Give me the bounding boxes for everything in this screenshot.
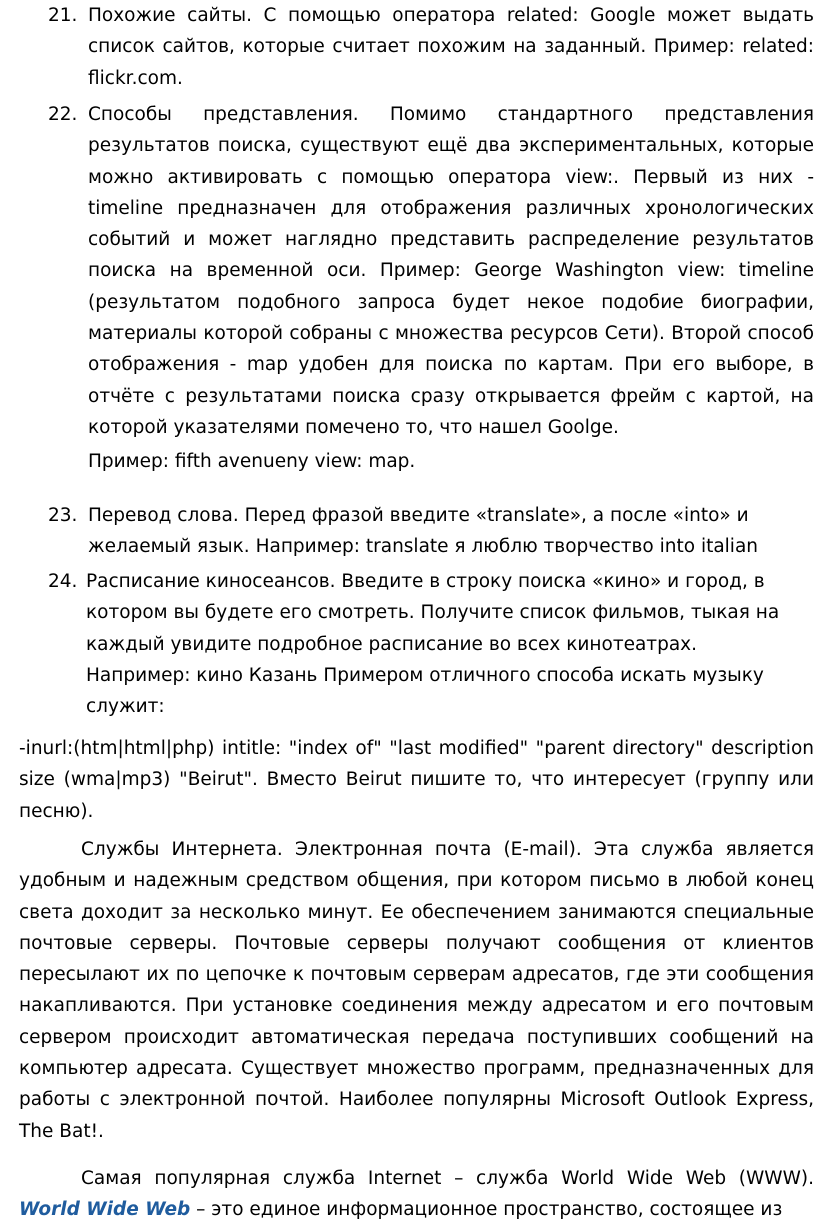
list-item-23 <box>48 500 814 563</box>
list-item-text: Похожие сайты. С помощью оператора related: Google может выдать список сайтов, которые считает похожим на заданный. Пример: related: flickr.com. <box>88 5 814 89</box>
list-item-text: Расписание киносеансов. Введите в строку поиска «кино» и город, в котором вы будете его смотреть. Получите список фильмов, тыкая на каждый увидите подробное расписание во всех кинотеатрах. <box>86 571 780 655</box>
list-number: 21. <box>48 5 78 26</box>
email-paragraph: Службы Интернета. Электронная почта (E-mail). Эта служба является удобным и надежным средством общения, при котором письмо в любой конец света доходит за несколько минут. Ее обеспечением занимаются специальные почтовые серверы. Почтовые серверы получают сообщения от клиентов пересылают их по цепочке к почтовым серверам адресатов, где эти сообщения накапливаются. При установке соединения между адресатом и его почтовым сервером происходит автоматическая передача поступивших сообщений на компьютер адресата. Существует множество программ, предназначенных для работы с электронной почтой. Наиболее популярны Microsoft Outlook Express, The Bat!. <box>19 839 814 1142</box>
list-item-example: Пример: fifth avenueny view: map. <box>88 451 416 473</box>
www-paragraph-continuation <box>19 1194 814 1225</box>
query-paragraph: -inurl:(htm|html|php) intitle: "index of" "last modified" "parent directory" description size (wma|mp3) "Beirut". Вместо Beirut пишите то, что интересует (группу или песню). <box>19 738 814 822</box>
list-item-22 <box>48 99 814 478</box>
www-paragraph <box>19 1163 814 1226</box>
list-number: 23. <box>48 505 78 526</box>
list-item-21 <box>48 0 814 94</box>
www-paragraph-line: Самая популярная служба Internet – служба World Wide Web (WWW). <box>81 1168 814 1189</box>
www-term: World Wide Web <box>19 1199 191 1221</box>
list-number: 24. <box>48 571 78 592</box>
list-item-24 <box>48 566 814 722</box>
list-item-example: Например: кино Казань Примером отличного способа искать музыку служит: <box>86 664 764 718</box>
list-item-text: Перевод слова. Перед фразой введите «translate», а после «into» и желаемый язык. Например: translate я люблю творчество into italian <box>88 505 759 558</box>
list-item-text: Способы представления. Помимо стандартного представления результатов поиска, существуют ещё два экспериментальных, которые можно активировать с помощью оператора view:. Первый из них - timeline предназначен для отображения различных хронологических событий и может наглядно представить распределение результатов поиска на временной оси. Пример: George Washington view: timeline (результатом подобного запроса будет некое подобие биографии, материалы которой собраны с множества ресурсов Сети). Второй способ отображения - map удобен для поиска по картам. При его выборе, в отчёте с результатами поиска сразу открывается фрейм с картой, на которой указателями помечено то, что нашел Goolge. <box>88 104 814 438</box>
www-paragraph-rest: – это единое информационное пространство, состоящее из <box>190 1199 783 1221</box>
list-number: 22. <box>48 104 78 125</box>
